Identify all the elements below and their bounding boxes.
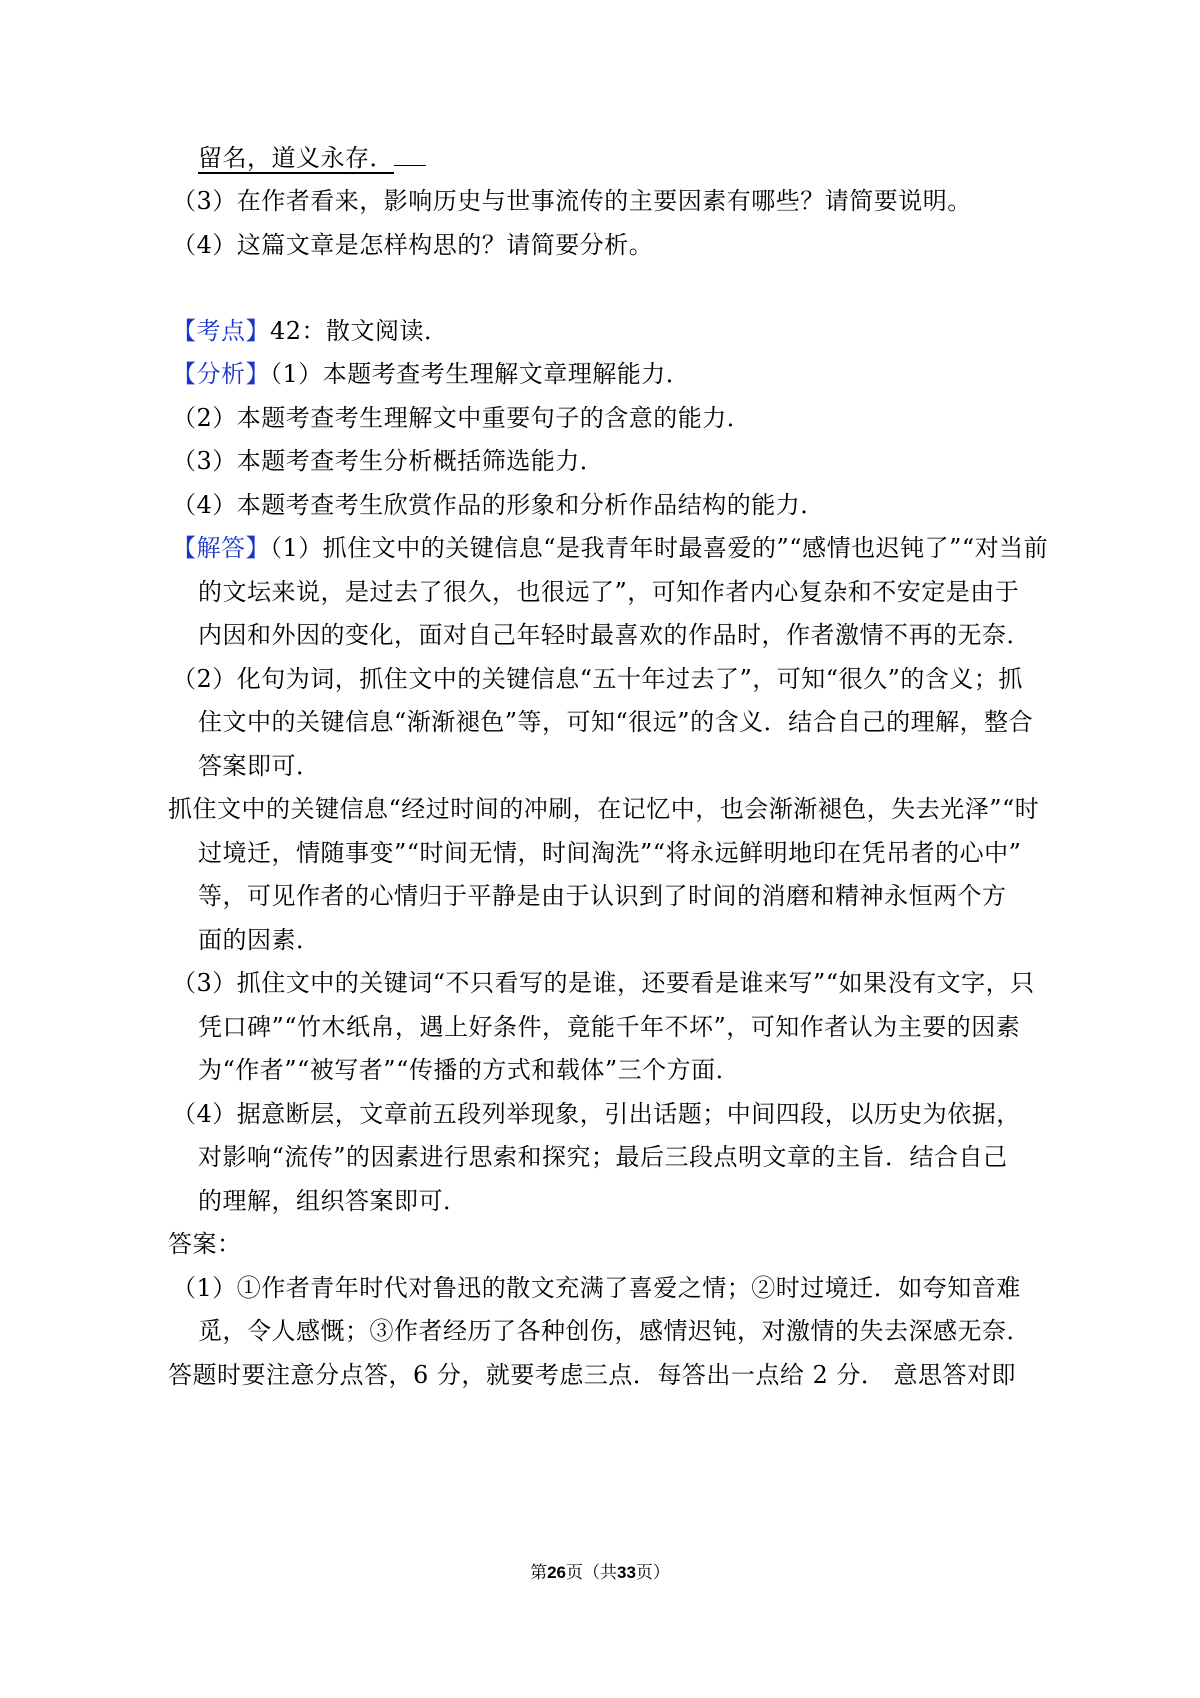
kaodian-line [172,314,449,348]
page-footer: 第26页（共33页） [530,1563,670,1583]
continued-answer-line: 留名，道义永存． [198,141,426,175]
question-3: （3）在作者看来，影响历史与世事流传的主要因素有哪些？请简要说明。 [172,187,972,215]
kaodian-text: 42：散文阅读． [270,317,449,345]
solution-2b-line-1: 抓住文中的关键信息“经过时间的冲刷，在记忆中，也会渐渐褪色，失去光泽”“时 [168,795,1040,823]
solution-2b-line-3: 等，可见作者的心情归于平静是由于认识到了时间的消磨和精神永恒两个方 [198,882,1007,910]
solution-4-line-1: （4）据意断层，文章前五段列举现象，引出话题；中间四段，以历史为依据， [172,1100,1021,1128]
solution-3-line-2: 凭口碑”“竹木纸帛，遇上好条件，竟能千年不坏”，可知作者认为主要的因素 [198,1013,1021,1041]
solution-1-line-3: 内因和外因的变化，面对自己年轻时最喜欢的作品时，作者激情不再的无奈． [198,621,1031,649]
solution-2-line-3: 答案即可． [198,752,321,780]
answer-heading: 答案： [168,1230,242,1258]
fenxi-tag: 【分析】 [172,360,270,388]
answer-1-line-1: （1）①作者青年时代对鲁迅的散文充满了喜爱之情；②时过境迁．如夸知音难 [172,1274,1021,1302]
current-page-number: 26 [547,1563,566,1582]
solution-4-line-2: 对影响“流传”的因素进行思索和探究；最后三段点明文章的主旨．结合自己 [198,1143,1008,1171]
total-page-number: 33 [617,1563,636,1582]
solution-1-line-2: 的文坛来说，是过去了很久，也很远了”，可知作者内心复杂和不安定是由于 [198,578,1020,606]
answer-1-line-3: 答题时要注意分点答，6 分，就要考虑三点．每答出一点给 2 分． 意思答对即 [168,1361,1017,1389]
solution-2b-line-2: 过境迁，情随事变”“时间无情，时间淘洗”“将永远鲜明地印在凭吊者的心中” [198,839,1022,867]
solution-3-line-1: （3）抓住文中的关键词“不只看写的是谁，还要看是谁来写”“如果没有文字，只 [172,969,1035,997]
jieda-text: （1）抓住文中的关键信息“是我青年时最喜爱的”“感情也迟钝了”“对当前 [270,534,1049,562]
analysis-3: （3）本题考查考生分析概括筛选能力． [172,447,605,475]
analysis-2: （2）本题考查考生理解文中重要句子的含意的能力． [172,404,752,432]
kaodian-tag: 【考点】 [172,317,270,345]
solution-2-line-1: （2）化句为词，抓住文中的关键信息“五十年过去了”，可知“很久”的含义；抓 [172,665,1023,693]
jieda-tag: 【解答】 [172,534,270,562]
fenxi-text: （1）本题考查考生理解文章理解能力． [270,360,691,388]
analysis-4: （4）本题考查考生欣赏作品的形象和分析作品结构的能力． [172,491,825,519]
question-4: （4）这篇文章是怎样构思的？请简要分析。 [172,231,654,259]
jieda-line [172,531,1048,565]
solution-2-line-2: 住文中的关键信息“渐渐褪色”等，可知“很远”的含义．结合自己的理解，整合 [198,708,1034,736]
answer-1-line-2: 觅，令人感慨；③作者经历了各种创伤，感情迟钝，对激情的失去深感无奈． [198,1317,1031,1345]
underline-blank [394,143,426,166]
solution-2b-line-4: 面的因素． [198,926,321,954]
solution-3-line-3: 为“作者”“被写者”“传播的方式和载体”三个方面． [198,1056,741,1084]
fenxi-line [172,357,690,391]
solution-4-line-3: 的理解，组织答案即可． [198,1187,468,1215]
